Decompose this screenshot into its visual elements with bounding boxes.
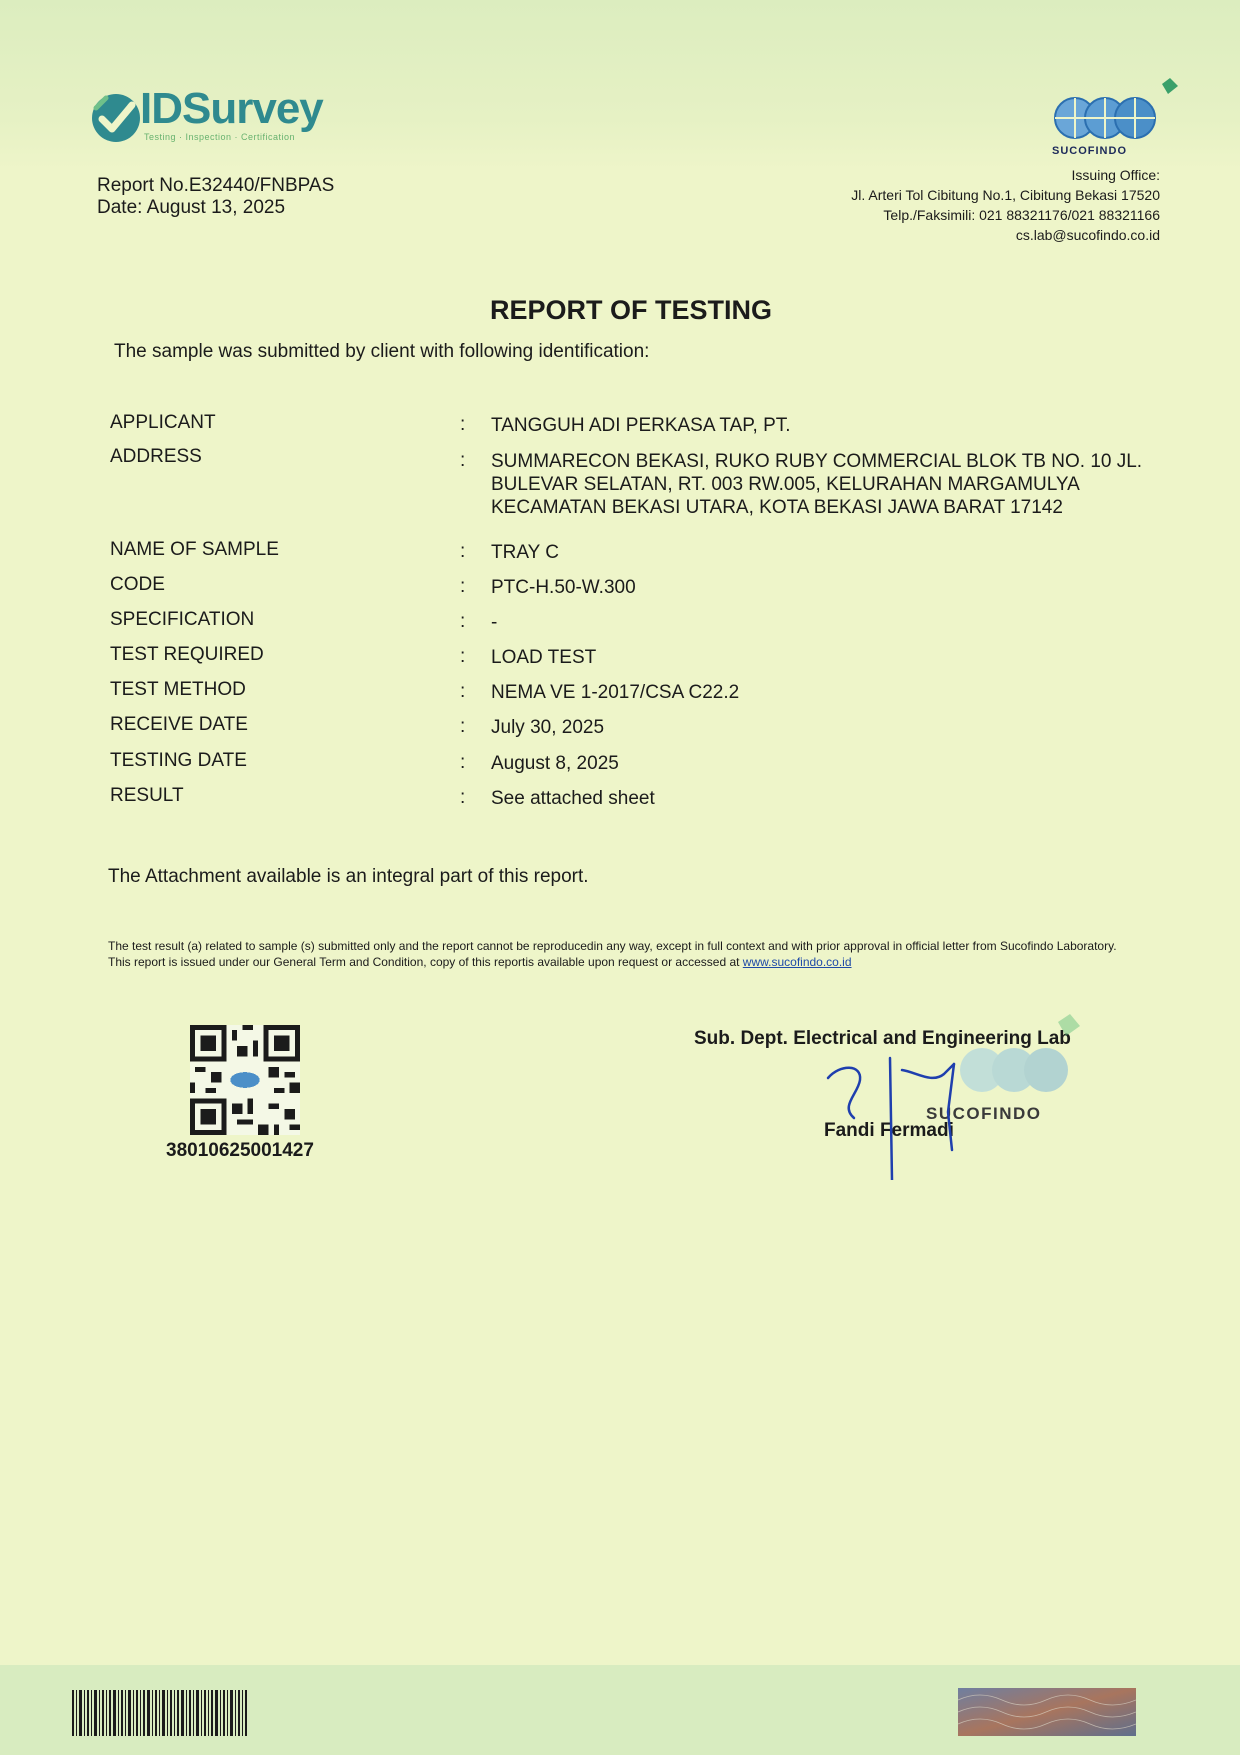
signatory-name: Fandi Fermadi	[824, 1120, 954, 1141]
field-colon: :	[460, 787, 466, 808]
qr-code-icon[interactable]	[190, 1025, 300, 1135]
handwritten-signature-icon	[820, 1050, 980, 1180]
field-value-result: See attached sheet	[491, 788, 655, 809]
field-colon: :	[460, 752, 466, 773]
security-hologram-icon	[958, 1688, 1136, 1736]
disclaimer-line-1: The test result (a) related to sample (s) submitted only and the report cannot be reproducedin any way, except in full context and with prior approval in official letter from Sucofindo Laboratory.	[108, 939, 1117, 953]
field-label-address: ADDRESS	[110, 446, 202, 467]
document-title: REPORT OF TESTING	[489, 295, 772, 325]
field-value-test-method: NEMA VE 1-2017/CSA C22.2	[491, 682, 740, 703]
field-colon: :	[460, 646, 466, 667]
field-label-test-method: TEST METHOD	[110, 679, 246, 700]
qr-code-number: 38010625001427	[166, 1140, 314, 1161]
disclaimer-line-2-text: This report is issued under our General Term and Condition, copy of this reportis available upon request or accessed at	[108, 955, 740, 969]
field-value-testing-date: August 8, 2025	[491, 753, 619, 774]
stamp-wordmark: SUCOFINDO	[926, 1104, 1042, 1123]
field-colon: :	[460, 681, 466, 702]
field-label-sample-name: NAME OF SAMPLE	[110, 539, 279, 560]
field-label-result: RESULT	[110, 785, 184, 806]
field-colon: :	[460, 716, 466, 737]
signatory-department: Sub. Dept. Electrical and Engineering Lab	[694, 1028, 1071, 1049]
field-value-receive-date: July 30, 2025	[491, 717, 605, 738]
field-label-code: CODE	[110, 574, 165, 595]
field-value-address: SUMMARECON BEKASI, RUKO RUBY COMMERCIAL BLOK TB NO. 10 JL. BULEVAR SELATAN, RT. 003 RW.005, KELURAHAN MARGAMULYA KECAMATAN BEKASI UTARA, KOTA BEKASI JAWA BARAT 17142	[491, 451, 1143, 518]
sucofindo-wordmark: SUCOFINDO	[1052, 145, 1127, 157]
office-label: Issuing Office:	[1071, 167, 1160, 183]
report-date: Date: August 13, 2025	[97, 197, 286, 218]
field-label-receive-date: RECEIVE DATE	[110, 714, 248, 735]
office-address: Jl. Arteri Tol Cibitung No.1, Cibitung Bekasi 17520	[851, 187, 1160, 203]
field-colon: :	[460, 576, 466, 597]
field-value-test-required: LOAD TEST	[491, 647, 597, 668]
field-colon: :	[460, 611, 466, 632]
disclaimer-line-2	[108, 954, 1148, 970]
report-meta	[97, 175, 334, 219]
sucofindo-website-link[interactable]: www.sucofindo.co.id	[742, 955, 852, 969]
field-value-specification: -	[491, 612, 498, 633]
sucofindo-globe-icon	[1050, 76, 1180, 156]
field-label-applicant: APPLICANT	[110, 412, 216, 433]
field-colon: :	[460, 541, 466, 562]
field-label-test-required: TEST REQUIRED	[110, 644, 264, 665]
field-value-sample-name: TRAY C	[491, 542, 559, 563]
field-colon: :	[460, 450, 466, 471]
idsurvey-wordmark: IDSurvey	[140, 84, 323, 133]
idsurvey-logo-icon	[86, 88, 146, 148]
field-value-applicant: TANGGUH ADI PERKASA TAP, PT.	[491, 415, 791, 436]
field-label-testing-date: TESTING DATE	[110, 750, 247, 771]
field-value-code: PTC-H.50-W.300	[491, 577, 636, 598]
issuing-office	[851, 165, 1160, 245]
idsurvey-tagline: Testing · Inspection · Certification	[144, 132, 296, 142]
intro-text: The sample was submitted by client with following identification:	[114, 341, 650, 362]
field-label-specification: SPECIFICATION	[110, 609, 255, 630]
field-colon: :	[460, 414, 466, 435]
attachment-note: The Attachment available is an integral part of this report.	[108, 866, 589, 887]
disclaimer	[108, 938, 1148, 970]
office-email: cs.lab@sucofindo.co.id	[1015, 227, 1160, 243]
office-phone: Telp./Faksimili: 021 88321176/021 88321166	[883, 207, 1160, 223]
report-number: Report No.E32440/FNBPAS	[97, 175, 335, 196]
barcode-icon	[72, 1690, 247, 1736]
